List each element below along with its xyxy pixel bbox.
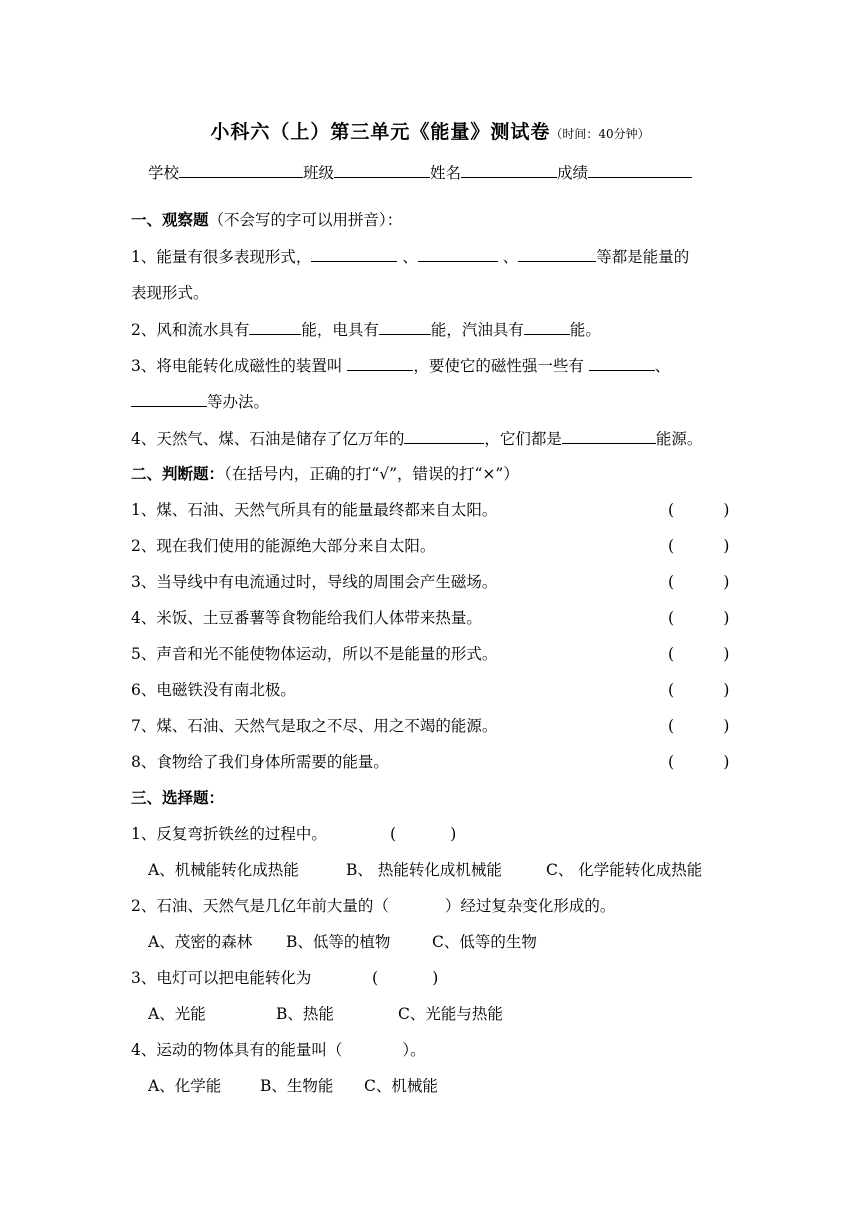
section3-heading: 三、选择题： [131, 788, 225, 807]
choice-option[interactable]: B、生物能 [260, 1077, 334, 1095]
s1-question-4 [131, 428, 702, 449]
choice-answer-box[interactable]: ( ) [372, 969, 439, 987]
choice-stem: ）经过复杂变化形成的。 [444, 897, 616, 915]
judge-item: 5、声音和光不能使物体运动，所以不是能量的形式。 [131, 645, 498, 663]
choice-option[interactable]: C、机械能 [364, 1077, 438, 1095]
choice-option[interactable]: A、茂密的森林 [148, 933, 253, 951]
s1-q4-blank-1[interactable] [404, 428, 484, 444]
s1-q2-blank-3[interactable] [524, 319, 570, 335]
judge-answer-box[interactable]: ( ) [668, 573, 730, 591]
choice-option[interactable]: A、机械能转化成热能 [148, 861, 299, 879]
header-fields [148, 162, 692, 183]
s1-q1-blank-2[interactable] [418, 246, 498, 262]
score-blank[interactable] [588, 162, 692, 178]
class-blank[interactable] [334, 162, 430, 178]
s1-q3-blank-1[interactable] [347, 355, 413, 371]
s1-q1-blank-3[interactable] [518, 246, 596, 262]
judge-item: 3、当导线中有电流通过时，导线的周围会产生磁场。 [131, 573, 498, 591]
judge-item: 2、现在我们使用的能源绝大部分来自太阳。 [131, 537, 436, 555]
choice-question-3: 3、电灯可以把电能转化为 [131, 969, 312, 987]
judge-answer-box[interactable]: ( ) [668, 717, 730, 735]
title-main: 小科六（上）第三单元《能量》测试卷 [210, 121, 551, 143]
name-label: 姓名 [430, 164, 462, 182]
choice-stem: 4、运动的物体具有的能量叫（ [131, 1041, 343, 1059]
choice-stem: 2、石油、天然气是几亿年前大量的（ [131, 897, 389, 915]
choice-option[interactable]: C、光能与热能 [398, 1005, 503, 1023]
s1-question-2 [131, 319, 601, 340]
choice-option[interactable]: A、化学能 [148, 1077, 222, 1095]
s1-question-3 [131, 355, 670, 376]
s1-q2-blank-2[interactable] [379, 319, 431, 335]
choice-question-2 [131, 896, 615, 916]
section2-heading: 二、判断题： [131, 464, 225, 483]
s1-q3-blank-2[interactable] [589, 355, 655, 371]
school-blank[interactable] [179, 162, 303, 178]
s1-q2-text: 能。 [569, 321, 601, 339]
section2-note: （在括号内，正确的打“√”，错误的打“×”） [224, 465, 519, 483]
s1-q2-blank-1[interactable] [249, 319, 301, 335]
s1-q4-text: ，它们都是 [484, 430, 562, 448]
s1-q2-text: 能，电具有 [301, 321, 379, 339]
choice-option[interactable]: B、热能 [276, 1005, 334, 1023]
s1-q2-text: 能，汽油具有 [430, 321, 524, 339]
choice-answer-box[interactable]: ( ) [390, 825, 457, 843]
judge-answer-box[interactable]: ( ) [668, 501, 730, 519]
choice-question-1: 1、反复弯折铁丝的过程中。 [131, 825, 327, 843]
s1-q3-blank-3[interactable] [131, 391, 207, 407]
judge-answer-box[interactable]: ( ) [668, 681, 730, 699]
s1-q1-text: 1、能量有很多表现形式， [131, 248, 312, 266]
judge-item: 7、煤、石油、天然气是取之不尽、用之不竭的能源。 [131, 717, 498, 735]
s1-q3-text: 、 [654, 357, 671, 375]
s1-q1-sep: 、 [502, 248, 519, 266]
s1-question-1-cont: 表现形式。 [131, 284, 209, 302]
class-label: 班级 [303, 164, 335, 182]
judge-item: 6、电磁铁没有南北极。 [131, 681, 296, 699]
school-label: 学校 [148, 164, 180, 182]
judge-answer-box[interactable]: ( ) [668, 537, 730, 555]
s1-question-1 [131, 246, 689, 267]
title-time: （时间：40分钟） [550, 127, 650, 141]
section2-heading-line [131, 464, 519, 484]
section1-heading-line [131, 210, 402, 230]
judge-answer-box[interactable]: ( ) [668, 753, 730, 771]
choice-option[interactable]: B、低等的植物 [286, 933, 391, 951]
judge-item: 1、煤、石油、天然气所具有的能量最终都来自太阳。 [131, 501, 498, 519]
choice-question-4 [131, 1040, 426, 1060]
judge-answer-box[interactable]: ( ) [668, 645, 730, 663]
s1-q3-text: ，要使它的磁性强一些有 [413, 357, 584, 375]
s1-question-3-cont [131, 391, 269, 412]
s1-q3-text: 3、将电能转化成磁性的装置叫 [131, 357, 343, 375]
judge-item: 4、米饭、土豆番薯等食物能给我们人体带来热量。 [131, 609, 482, 627]
section1-heading: 一、观察题 [131, 210, 209, 229]
name-blank[interactable] [461, 162, 557, 178]
choice-option[interactable]: C、低等的生物 [432, 933, 537, 951]
choice-option[interactable]: B、 热能转化成机械能 [346, 861, 502, 879]
judge-answer-box[interactable]: ( ) [668, 609, 730, 627]
s1-q1-sep: 、 [402, 248, 418, 266]
page-title [0, 117, 860, 144]
s1-q4-text: 4、天然气、煤、石油是储存了亿万年的 [131, 430, 405, 448]
s1-q4-text: 能源。 [655, 430, 703, 448]
judge-item: 8、食物给了我们身体所需要的能量。 [131, 753, 389, 771]
score-label: 成绩 [557, 164, 589, 182]
s1-q4-blank-2[interactable] [562, 428, 656, 444]
s1-q1-text: 等都是能量的 [596, 248, 690, 266]
choice-option[interactable]: C、 化学能转化成热能 [546, 861, 703, 879]
section1-note: （不会写的字可以用拼音）： [208, 211, 403, 229]
choice-option[interactable]: A、光能 [148, 1005, 206, 1023]
s1-q3-text: 等办法。 [207, 393, 270, 411]
s1-q2-text: 2、风和流水具有 [131, 321, 250, 339]
s1-q1-blank-1[interactable] [311, 246, 397, 262]
choice-stem: ）。 [402, 1041, 426, 1059]
